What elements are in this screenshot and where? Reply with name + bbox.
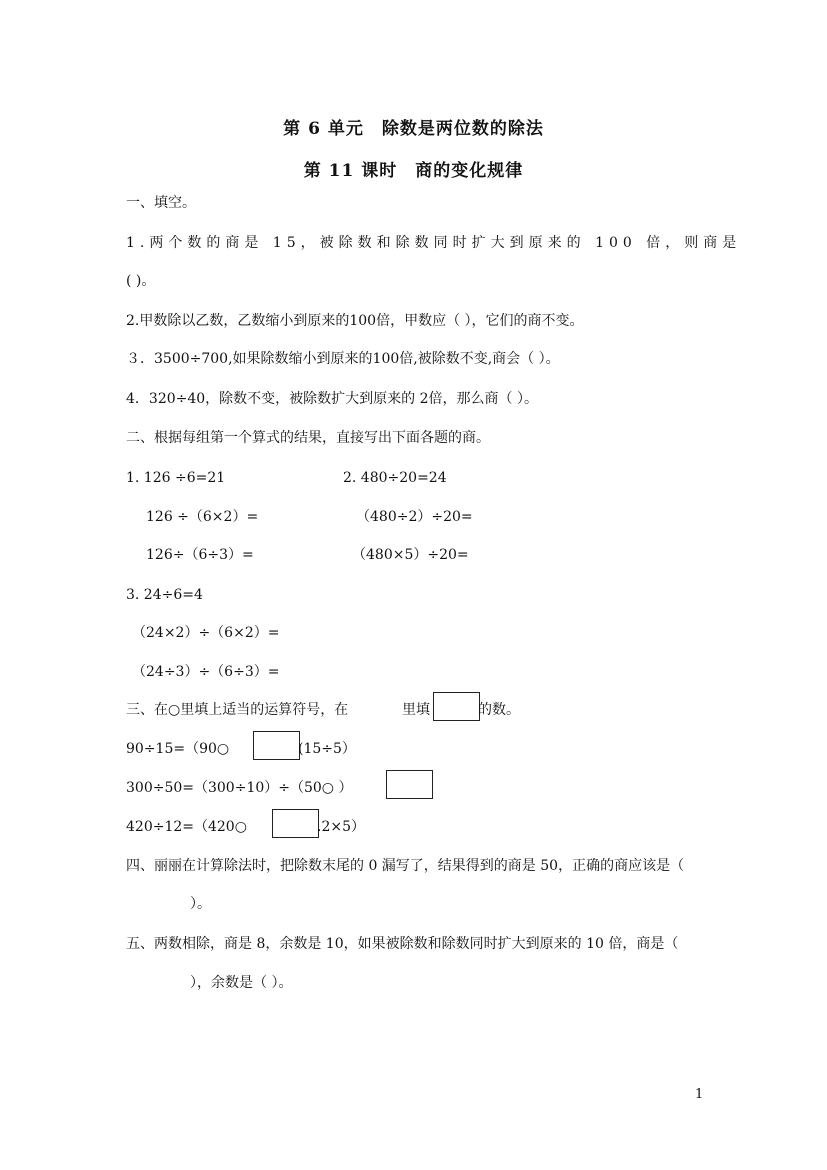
question-1-line-2: ( )。 bbox=[126, 273, 156, 289]
question-1-line-1: 1.两个数的商是 15，被除数和除数同时扩大到原来的 100 倍，则商是 bbox=[126, 235, 742, 251]
question-2: 2.甲数除以乙数，乙数缩小到原来的100倍，甲数应（ ），它们的商不变。 bbox=[126, 313, 584, 329]
row-1-start: 90÷15=（90○ bbox=[126, 741, 230, 757]
question-4: 4．320÷40，除数不变，被除数扩大到原来的 2倍，那么商（ ）。 bbox=[126, 391, 538, 407]
section3-heading-start: 三、在○里填上适当的运算符号，在 bbox=[126, 702, 349, 718]
group-2-item-2: （480×5）÷20= bbox=[352, 547, 469, 563]
page-number: 1 bbox=[695, 1087, 704, 1102]
answer-box-3[interactable] bbox=[272, 809, 319, 838]
lesson-title: 第 11 课时 商的变化规律 bbox=[303, 161, 524, 181]
group-2-base: 2. 480÷20=24 bbox=[343, 470, 447, 486]
group-1-item-2: 126÷（6÷3）= bbox=[146, 547, 254, 563]
group-1-base: 1. 126 ÷6=21 bbox=[126, 470, 226, 486]
group-2-item-1: （480÷2）÷20= bbox=[356, 509, 473, 525]
row-1-end: (15÷5） bbox=[298, 741, 356, 757]
group-3-item-1: （24×2）÷（6×2）= bbox=[132, 625, 280, 641]
row-3-end: .2×5） bbox=[317, 819, 365, 835]
answer-box-1[interactable] bbox=[253, 731, 300, 760]
answer-box-2[interactable] bbox=[386, 770, 433, 799]
section2-heading: 二、根据每组第一个算式的结果，直接写出下面各题的商。 bbox=[126, 430, 490, 446]
section4-line-1: 四、丽丽在计算除法时，把除数末尾的 0 漏写了，结果得到的商是 50，正确的商应该是（ bbox=[126, 858, 685, 874]
unit-title: 第 6 单元 除数是两位数的除法 bbox=[283, 119, 544, 139]
group-3-item-2: （24÷3）÷（6÷3）= bbox=[132, 664, 280, 680]
section4-line-2: ）。 bbox=[190, 896, 211, 912]
group-3-base: 3. 24÷6=4 bbox=[126, 587, 203, 603]
section1-heading: 一、填空。 bbox=[126, 195, 196, 211]
row-3-start: 420÷12=（420○ bbox=[126, 819, 247, 835]
question-3: ３．3500÷700,如果除数缩小到原来的100倍,被除数不变,商会（ ）。 bbox=[126, 351, 560, 367]
section5-line-2: ），余数是（ ）。 bbox=[190, 975, 293, 991]
row-2: 300÷50=（300÷10）÷（50○ ） bbox=[126, 780, 353, 796]
section3-heading-mid: 里填 bbox=[402, 702, 430, 718]
section5-line-1: 五、两数相除，商是 8，余数是 10，如果被除数和除数同时扩大到原来的 10 倍，商是（ bbox=[126, 936, 679, 952]
answer-box-sample bbox=[433, 692, 480, 721]
group-1-item-1: 126 ÷（6×2）= bbox=[146, 509, 259, 525]
section3-heading-end: 的数。 bbox=[478, 702, 520, 718]
